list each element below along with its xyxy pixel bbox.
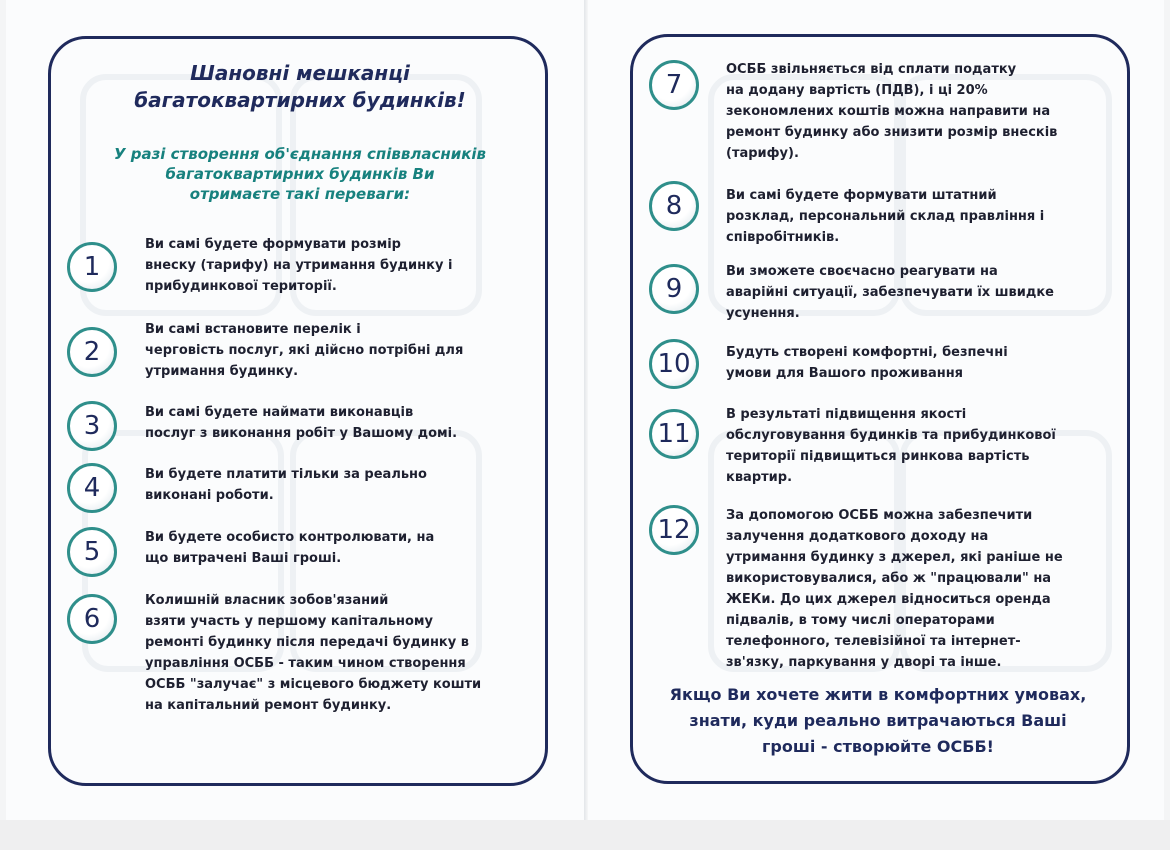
benefit-text (145, 527, 434, 569)
subtitle-line: У разі створення об'єднання співвласників (113, 145, 487, 163)
text-line: управління ОСББ - таким чином створення (145, 656, 466, 671)
text-line: Ви самі будете наймати виконавців (145, 405, 414, 420)
text-line: В результаті підвищення якості (726, 407, 967, 422)
text-line: ЖЕКи. До цих джерел відноситься оренда (726, 592, 1051, 607)
benefit-text (145, 402, 457, 444)
text-line: внеску (тарифу) на утримання будинку і (145, 258, 453, 273)
number-badge: 4 (67, 463, 117, 513)
number-badge: 6 (67, 594, 117, 644)
subtitle (80, 144, 520, 204)
benefit-text (145, 319, 463, 382)
benefit-text (145, 464, 427, 506)
text-line: Ви будете платити тільки за реально (145, 467, 427, 482)
scan-margin (0, 820, 1170, 850)
text-line: взяти участь у першому капітальному (145, 614, 434, 629)
text-line: Ви зможете своєчасно реагувати на (726, 264, 998, 279)
number-badge: 12 (649, 505, 699, 555)
text-line: території підвищиться ринкова вартість (726, 449, 1030, 464)
page-title (80, 60, 520, 114)
text-line: зв'язку, паркування у дворі та інше. (726, 655, 1002, 670)
text-line: ремонті будинку після передачі будинку в (145, 635, 469, 650)
number-badge: 10 (649, 339, 699, 389)
text-line: За допомогою ОСББ можна забезпечити (726, 508, 1033, 523)
text-line: телефонного, телевізійної та інтернет- (726, 634, 1021, 649)
text-line: ОСББ "залучає" з місцевого бюджету кошти (145, 677, 482, 692)
text-line: підвалів, в тому числі операторами (726, 613, 995, 628)
text-line: утримання будинку. (145, 364, 299, 379)
text-line: ОСББ звільняється від сплати податку (726, 62, 1017, 77)
title-line: багатоквартирних будинків! (134, 88, 466, 112)
text-line: використовувалися, або ж "працювали" на (726, 571, 1052, 586)
text-line: квартир. (726, 470, 793, 485)
text-line: зекономлених коштів можна направити на (726, 104, 1051, 119)
benefit-text (726, 404, 1056, 488)
number-badge: 3 (67, 401, 117, 451)
text-line: Ви самі будете формувати штатний (726, 188, 997, 203)
text-line: що витрачені Ваші гроші. (145, 551, 342, 566)
subtitle-line: отримаєте такі переваги: (189, 185, 411, 203)
text-line: Колишній власник зобов'язаний (145, 593, 389, 608)
number-badge: 11 (649, 409, 699, 459)
benefit-text (726, 185, 1044, 248)
page-fold (584, 0, 588, 822)
closing-line: знати, куди реально витрачаються Ваші (689, 711, 1067, 730)
number-badge: 5 (67, 527, 117, 577)
text-line: залучення додаткового доходу на (726, 529, 989, 544)
benefit-text (145, 234, 452, 297)
text-line: утримання будинку з джерел, які раніше не (726, 550, 1063, 565)
text-line: Ви самі встановите перелік і (145, 322, 361, 337)
text-line: виконані роботи. (145, 488, 274, 503)
benefit-text (145, 590, 481, 716)
closing-line: гроші - створюйте ОСББ! (762, 737, 994, 756)
benefit-text (726, 261, 1054, 324)
text-line: прибудинкової території. (145, 279, 337, 294)
text-line: розклад, персональний склад правління і (726, 209, 1045, 224)
subtitle-line: багатоквартирних будинків Ви (165, 165, 435, 183)
benefit-text (726, 505, 1063, 673)
title-line: Шановні мешканці (190, 61, 410, 85)
number-badge: 1 (67, 242, 117, 292)
closing-line: Якщо Ви хочете жити в комфортних умовах, (669, 685, 1087, 704)
text-line: умови для Вашого проживання (726, 366, 964, 381)
benefit-text (726, 59, 1057, 164)
text-line: усунення. (726, 306, 800, 321)
text-line: ремонт будинку або знизити розмір внесків (726, 125, 1058, 140)
text-line: на додану вартість (ПДВ), і ці 20% (726, 83, 988, 98)
number-badge: 9 (649, 264, 699, 314)
text-line: обслуговування будинків та прибудинкової (726, 428, 1056, 443)
closing-message (648, 682, 1108, 760)
number-badge: 8 (649, 181, 699, 231)
text-line: (тарифу). (726, 146, 799, 161)
text-line: черговість послуг, які дійсно потрібні для (145, 343, 464, 358)
text-line: аварійні ситуації, забезпечувати їх швидке (726, 285, 1055, 300)
number-badge: 7 (649, 60, 699, 110)
text-line: співробітників. (726, 230, 840, 245)
text-line: на капітальний ремонт будинку. (145, 698, 392, 713)
text-line: послуг з виконання робіт у Вашому домі. (145, 426, 458, 441)
text-line: Ви будете особисто контролювати, на (145, 530, 435, 545)
text-line: Будуть створені комфортні, безпечні (726, 345, 1008, 360)
text-line: Ви самі будете формувати розмір (145, 237, 401, 252)
benefit-text (726, 342, 1008, 384)
number-badge: 2 (67, 327, 117, 377)
